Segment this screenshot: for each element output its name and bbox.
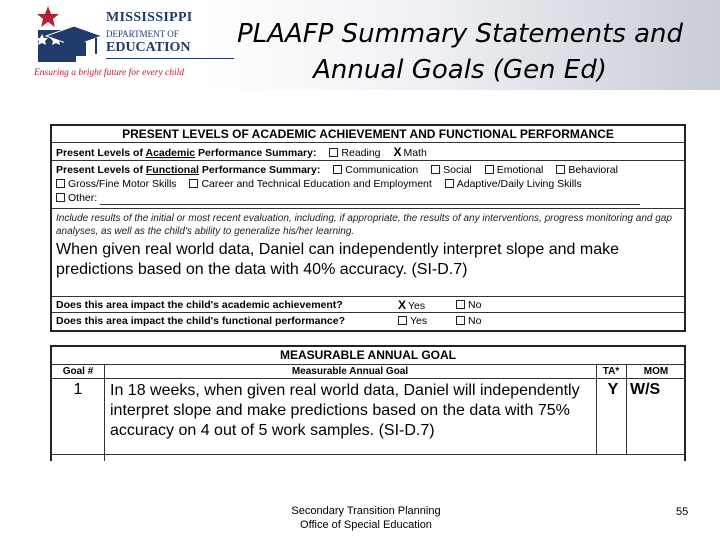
academic-label: Present Levels of Academic Performance Summary: [56,147,317,159]
functional-line-3 [56,191,684,205]
logo-text-mississippi: MISSISSIPPI [106,10,193,25]
checkbox-empty-icon [456,300,465,309]
functional-line-2 [56,177,684,191]
mde-logo [34,4,214,84]
goal-ta-value: Y [607,381,619,398]
annual-goal-form [50,345,686,461]
impact-functional-row [52,313,684,329]
checkbox-empty-icon [56,179,65,188]
footer-line1: Secondary Transition Planning [291,505,441,517]
academic-option-reading[interactable]: Reading [329,147,380,159]
col-divider [104,455,105,461]
functional-label: Present Levels of Functional Performance Summary: [56,164,321,176]
logo-tagline: Ensuring a bright future for every child [34,68,185,78]
logo-text-department: DEPARTMENT OF [106,29,179,39]
functional-option-behavioral[interactable]: Behavioral [556,164,618,176]
impact-academic-question: Does this area impact the child's academic achievement? [56,299,343,311]
annual-goal-column-headers [52,365,684,379]
col-ta: TA* [602,366,620,377]
slide-title-line2: Annual Goals (Gen Ed) [313,55,607,85]
goal-text[interactable]: In 18 weeks, when given real world data, Daniel will independently interpret slope and make predictions based on the data with 75% accuracy on 4 out of 5 work samples. (SI-D.7) [110,382,580,439]
academic-option-math[interactable]: X Math [393,145,427,159]
logo-text-education: EDUCATION [106,40,191,55]
checkbox-empty-icon [431,165,440,174]
plaafp-instructions: Include results of the initial or most recent evaluation, including, if appropriate, the results of any interventions, progress monitoring and gap analyses, as well as the child's ability to generalize his/her learning. [56,213,672,237]
functional-option-social[interactable]: Social [431,164,472,176]
annual-goal-row [52,379,684,455]
functional-option-emotional[interactable]: Emotional [485,164,544,176]
cropped-next-row [52,455,684,461]
goal-number: 1 [73,381,83,398]
functional-option-communication[interactable]: Communication [333,164,418,176]
footer-line2: Office of Special Education [300,519,432,531]
impact-functional-question: Does this area impact the child's functional performance? [56,315,345,327]
plaafp-heading: PRESENT LEVELS OF ACADEMIC ACHIEVEMENT AND FUNCTIONAL PERFORMANCE [52,126,684,143]
goal-mom-value: W/S [630,381,661,398]
checkbox-empty-icon [398,316,407,325]
impact-academic-no[interactable]: No [456,297,481,313]
slide-title-line1: PLAAFP Summary Statements and [236,19,684,49]
impact-academic-row [52,297,684,313]
functional-option-other[interactable]: Other: [56,192,97,204]
checkbox-empty-icon [56,193,65,202]
page-number: 55 [676,506,689,518]
col-goal-number: Goal # [62,366,94,377]
functional-option-cte[interactable]: Career and Technical Education and Employment [189,178,431,190]
checkbox-empty-icon [189,179,198,188]
col-goal-text: Measurable Annual Goal [291,366,409,377]
plaafp-summary-text: When given real world data, Daniel can independently interpret slope and make predictions based on the data with 40% accuracy. (SI-D.7) [56,241,620,278]
functional-summary-row [52,161,684,209]
functional-line-1 [56,163,684,177]
logo-rule [106,58,234,59]
impact-functional-no[interactable]: No [456,313,481,329]
footer-office [230,504,502,532]
col-divider [626,379,627,454]
checkbox-x-icon: X [398,298,407,312]
functional-option-adaptive[interactable]: Adaptive/Daily Living Skills [445,178,582,190]
col-divider [104,379,105,454]
functional-option-motor[interactable]: Gross/Fine Motor Skills [56,178,177,190]
annual-goal-heading: MEASURABLE ANNUAL GOAL [52,347,684,365]
col-mom: MOM [643,366,669,377]
academic-summary-row [52,143,684,161]
plaafp-summary-box [52,209,684,297]
checkbox-empty-icon [445,179,454,188]
checkbox-empty-icon [556,165,565,174]
checkbox-empty-icon [456,316,465,325]
checkbox-empty-icon [329,148,338,157]
checkbox-empty-icon [485,165,494,174]
plaafp-form [50,124,686,332]
impact-academic-yes[interactable]: X Yes [398,298,426,312]
checkbox-empty-icon [333,165,342,174]
slide-title [220,16,700,88]
graduation-cap-star-icon [34,4,104,66]
impact-functional-yes[interactable]: Yes [398,313,427,329]
checkbox-x-icon: X [393,145,402,159]
other-blank-line[interactable] [100,195,640,205]
